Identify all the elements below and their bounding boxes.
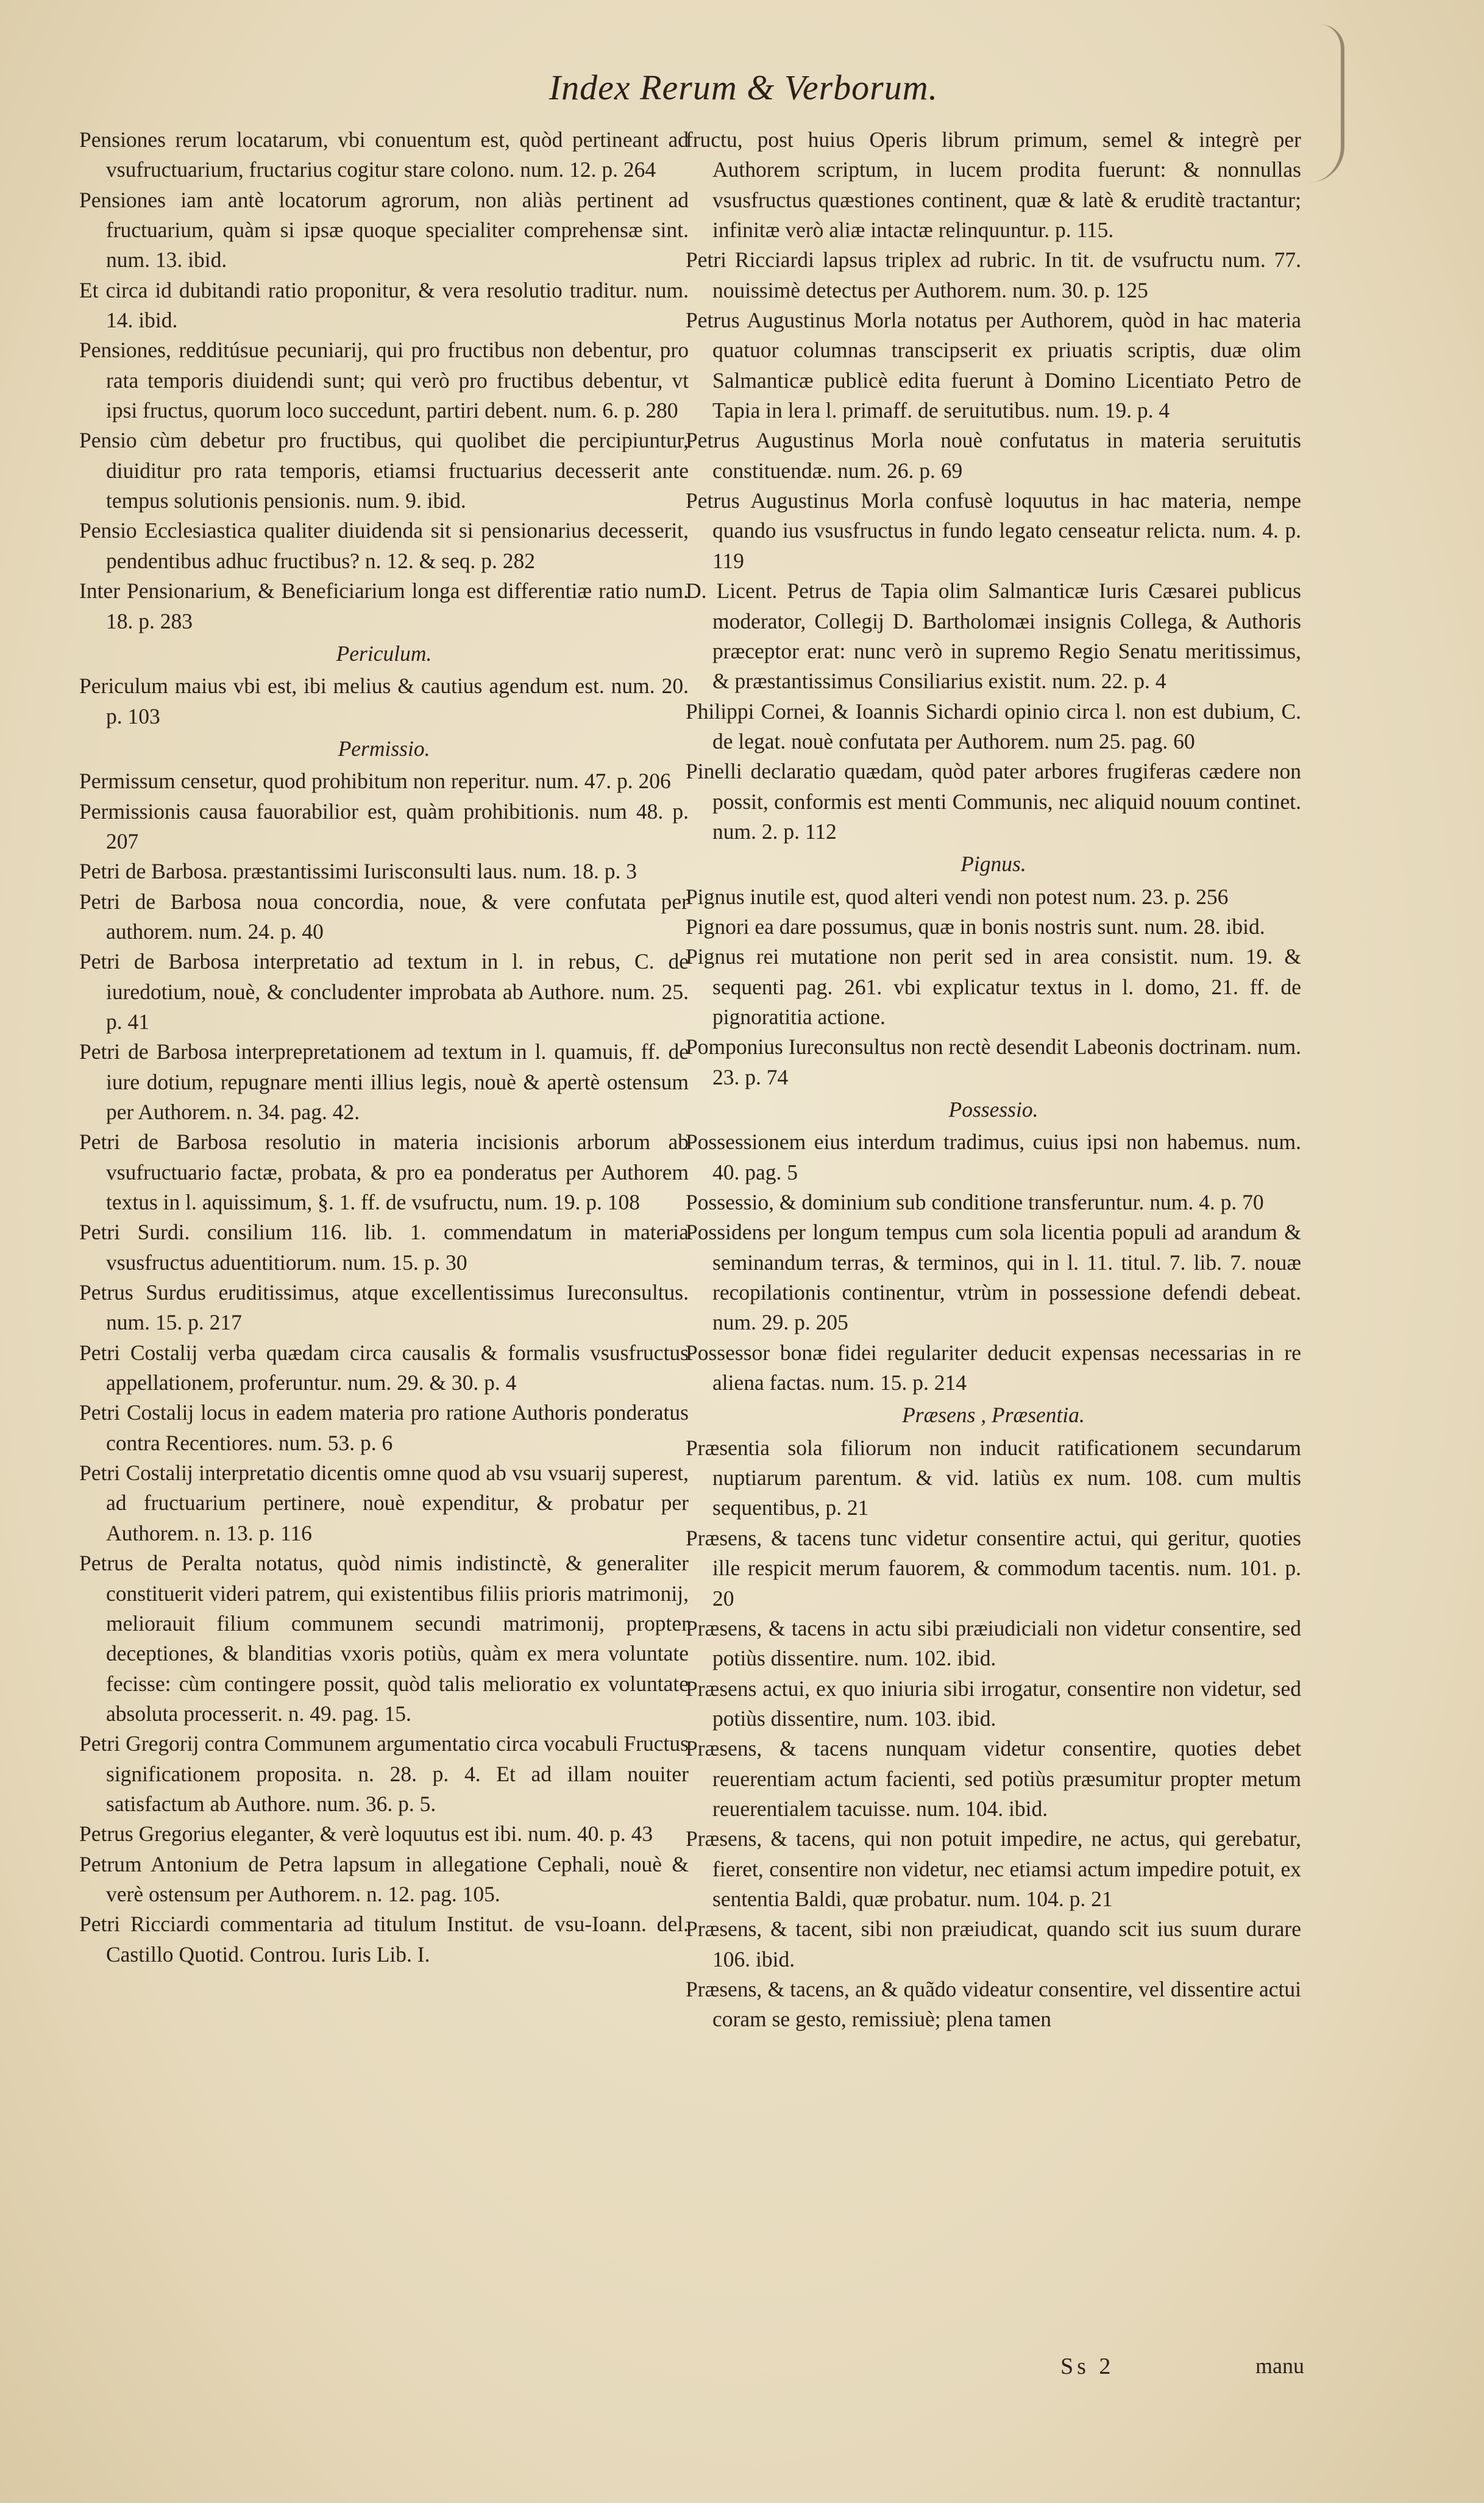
index-entry: Præsentia sola filiorum non inducit ratificationem secundarum nuptiarum parentum. & vid. latiùs ex num. 108. cum multis sequentibus, p. 21	[686, 1435, 1301, 1520]
index-entry: Petri de Barbosa interprepretationem ad textum in l. quamuis, ff. de iure dotium, repugnare menti illius legis, nouè & apertè ostensum per Authorem. n. 34. pag. 42.	[79, 1039, 689, 1124]
index-entry: Præsens, & tacent, sibi non præiudicat, quando scit ius suum durare 106. ibid.	[686, 1917, 1301, 1971]
index-entry: Petrus de Peralta notatus, quòd nimis indistinctè, & generaliter constituerit videri patrem, qui existentibus filiis prioris matrimonij, meliorauit filium communem secundi matrimonij, propter deceptiones, & blanditias vxoris potiùs, quàm ex mera voluntate fecisse: cùm contingere possit, quòd talis melioratio ex voluntate absoluta processerit. n. 49. pag. 15.	[79, 1551, 689, 1726]
index-heading: Possessio.	[948, 1097, 1038, 1122]
index-entry: Petri Surdi. consilium 116. lib. 1. commendatum in materia vsusfructus aduentitiorum. num. 15. p. 30	[79, 1220, 689, 1275]
index-entry: Pensiones, redditúsue pecuniarij, qui pro fructibus non debentur, pro rata temporis diuidendi sunt; qui verò pro fructibus debentur, vt ipsi fructus, quorum loco succedunt, partiri debent. num. 6. p. 280	[79, 338, 689, 423]
index-entry: Possidens per longum tempus cum sola licentia populi ad arandum & seminandum terras, & terminos, qui in l. 11. titul. 7. lib. 7. nouæ recopilationis continentur, vtrùm in possessione defendi debeat. num. 29. p. 205	[686, 1220, 1301, 1335]
index-entry: Possessor bonæ fidei regulariter deducit expensas necessarias in re aliena factas. num. 15. p. 214	[686, 1340, 1301, 1395]
left-column	[79, 125, 689, 1970]
index-entry: Petri Ricciardi lapsus triplex ad rubric. In tit. de vsufructu num. 77. nouissimè detectus per Authorem. num. 30. p. 125	[686, 247, 1301, 302]
index-entry: Petri Gregorij contra Communem argumentatio circa vocabuli Fructus significationem proposita. n. 28. p. 4. Et ad illam nouiter satisfactum ab Authore. num. 36. p. 5.	[79, 1731, 689, 1816]
index-entry: Inter Pensionarium, & Beneficiarium longa est differentiæ ratio num. 18. p. 283	[79, 579, 689, 633]
index-entry: Possessio, & dominium sub conditione transferuntur. num. 4. p. 70	[686, 1190, 1264, 1215]
index-entry: Pomponius Iureconsultus non rectè desendit Labeonis doctrinam. num. 23. p. 74	[686, 1034, 1301, 1089]
index-entry: Pensiones iam antè locatorum agrorum, non aliàs pertinent ad fructuarium, quàm si ipsæ quoque specialiter comprehensæ sint. num. 13. ibid.	[79, 187, 689, 272]
index-entry: Periculum maius vbi est, ibi melius & cautius agendum est. num. 20. p. 103	[79, 674, 689, 728]
index-entry: Petrus Augustinus Morla notatus per Authorem, quòd in hac materia quatuor columnas transcipserit ex priuatis scriptis, duæ olim Salmanticæ publicè edita fuerunt à Domino Licentiato Petro de Tapia in lera l. primaff. de seruitutibus. num. 19. p. 4	[686, 308, 1301, 423]
index-entry: Petri Costalij locus in eadem materia pro ratione Authoris ponderatus contra Recentiores. num. 53. p. 6	[79, 1400, 689, 1455]
index-entry: Præsens actui, ex quo iniuria sibi irrogatur, consentire non videtur, sed potiùs dissentire, num. 103. ibid.	[686, 1676, 1301, 1731]
index-entry: Petri de Barbosa interpretatio ad textum in l. in rebus, C. de iuredotium, nouè, & concludenter improbata ab Authore. num. 25. p. 41	[79, 949, 689, 1034]
index-entry: Petri de Barbosa. præstantissimi Iurisconsulti laus. num. 18. p. 3	[79, 859, 637, 884]
index-entry: Pignori ea dare possumus, quæ in bonis nostris sunt. num. 28. ibid.	[686, 914, 1265, 939]
index-entry: fructu, post huius Operis librum primum, semel & integrè per Authorem scriptum, in lucem prodita fuerunt: & nonnullas vsusfructus quæstiones continent, quæ & latè & eruditè tractantur; infinitæ verò aliæ intactæ relinquuntur. p. 115.	[686, 127, 1301, 243]
index-entry: Pensiones rerum locatarum, vbi conuentum est, quòd pertineant ad vsufructuarium, fructarius cogitur stare colono. num. 12. p. 264	[79, 127, 689, 182]
index-entry: Præsens, & tacens nunquam videtur consentire, quoties debet reuerentiam actum facienti, sed potiùs præsumitur propter metum reuerentialem tacuisse. num. 104. ibid.	[686, 1736, 1301, 1821]
index-heading: Præsens , Præsentia.	[902, 1403, 1085, 1428]
index-entry: Petrus Surdus eruditissimus, atque excellentissimus Iureconsultus. num. 15. p. 217	[79, 1280, 689, 1335]
index-heading: Pignus.	[960, 852, 1026, 877]
index-entry: Petrus Augustinus Morla confusè loquutus in hac materia, nempe quando ius vsusfructus in fundo legato censeatur relicta. num. 4. p. 119	[686, 488, 1301, 573]
index-entry: Permissum censetur, quod prohibitum non reperitur. num. 47. p. 206	[79, 769, 671, 794]
index-entry: Pignus rei mutatione non perit sed in area consistit. num. 19. & sequenti pag. 261. vbi explicatur textus in l. domo, 21. ff. de pignoratitia actione.	[686, 944, 1301, 1029]
index-entry: Petri Costalij verba quædam circa causalis & formalis vsusfructus appellationem, proferuntur. num. 29. & 30. p. 4	[79, 1340, 689, 1395]
index-entry: Petri de Barbosa noua concordia, noue, & vere confutata per authorem. num. 24. p. 40	[79, 889, 689, 944]
index-entry: Pinelli declaratio quædam, quòd pater arbores frugiferas cædere non possit, conformis est menti Communis, nec aliquid nouum continet. num. 2. p. 112	[686, 759, 1301, 844]
index-entry: Petrus Gregorius eleganter, & verè loquutus est ibi. num. 40. p. 43	[79, 1821, 653, 1846]
index-entry: Petri Costalij interpretatio dicentis omne quod ab vsu vsuarij superest, ad fructuarium pertinere, nouè expenditur, & probatur per Authorem. n. 13. p. 116	[79, 1461, 689, 1545]
index-entry: Pensio Ecclesiastica qualiter diuidenda sit si pensionarius decesserit, pendentibus adhuc fructibus? n. 12. & seq. p. 282	[79, 518, 689, 573]
index-entry: D. Licent. Petrus de Tapia olim Salmanticæ Iuris Cæsarei publicus moderator, Collegij D. Bartholomæi insignis Collega, & Authoris præceptor erat: nunc verò in supremo Regio Senatu meritissimus, & præstantissimus Consiliarius existit. num. 22. p. 4	[686, 579, 1301, 694]
index-entry: Pensio cùm debetur pro fructibus, qui quolibet die percipiuntur, diuiditur pro rata temporis, etiamsi fructuarius decesserit ante tempus solutionis pensionis. num. 9. ibid.	[79, 428, 689, 513]
index-heading: Periculum.	[336, 641, 432, 666]
page-title: Index Rerum & Verborum.	[549, 68, 939, 107]
index-entry: Petri de Barbosa resolutio in materia incisionis arborum ab vsufructuario factæ, probata, & pro ea ponderatus per Authorem textus in l. aquissimum, §. 1. ff. de vsufructu, num. 19. p. 108	[79, 1130, 689, 1215]
index-entry: Philippi Cornei, & Ioannis Sichardi opinio circa l. non est dubium, C. de legat. nouè confutata per Authorem. num 25. pag. 60	[686, 699, 1301, 753]
index-entry: Petrus Augustinus Morla nouè confutatus in materia seruitutis constituendæ. num. 26. p. 69	[686, 428, 1301, 483]
ink-mark	[1298, 24, 1344, 183]
catchword: manu	[1255, 2354, 1304, 2378]
index-entry: Præsens, & tacens, an & quãdo videatur consentire, vel dissentire actui coram se gesto, remissiuè; plena tamen	[686, 1976, 1301, 2032]
index-entry: Præsens, & tacens in actu sibi præiudiciali non videtur consentire, sed potiùs dissentire. num. 102. ibid.	[686, 1615, 1301, 1671]
index-entry: Possessionem eius interdum tradimus, cuius ipsi non habemus. num. 40. pag. 5	[686, 1130, 1301, 1184]
signature-mark: Ss 2	[1060, 2354, 1115, 2379]
index-heading: Permissio.	[338, 736, 430, 761]
index-entry: Præsens, & tacens tunc videtur consentire actui, qui geritur, quoties ille respicit merum fauorem, & commodum tacentis. num. 101. p. 20	[686, 1525, 1301, 1611]
index-entry: Permissionis causa fauorabilior est, quàm prohibitionis. num 48. p. 207	[79, 799, 689, 853]
index-entry: Et circa id dubitandi ratio proponitur, & vera resolutio traditur. num. 14. ibid.	[79, 277, 689, 333]
index-entry: Pignus inutile est, quod alteri vendi non potest num. 23. p. 256	[686, 884, 1229, 909]
index-entry: Petrum Antonium de Petra lapsum in allegatione Cephali, nouè & verè ostensum per Authorem. n. 12. pag. 105.	[79, 1851, 689, 1906]
right-column	[686, 125, 1301, 2035]
index-entry: Præsens, & tacens, qui non potuit impedire, ne actus, qui gerebatur, fieret, consentire non videtur, nec etiamsi actum impedire potuit, ex sententia Baldi, quæ probatur. num. 104. p. 21	[686, 1826, 1301, 1911]
index-entry: Petri Ricciardi commentaria ad titulum Institut. de vsu-Ioann. del. Castillo Quotid. Controu. Iuris Lib. I.	[79, 1912, 689, 1967]
